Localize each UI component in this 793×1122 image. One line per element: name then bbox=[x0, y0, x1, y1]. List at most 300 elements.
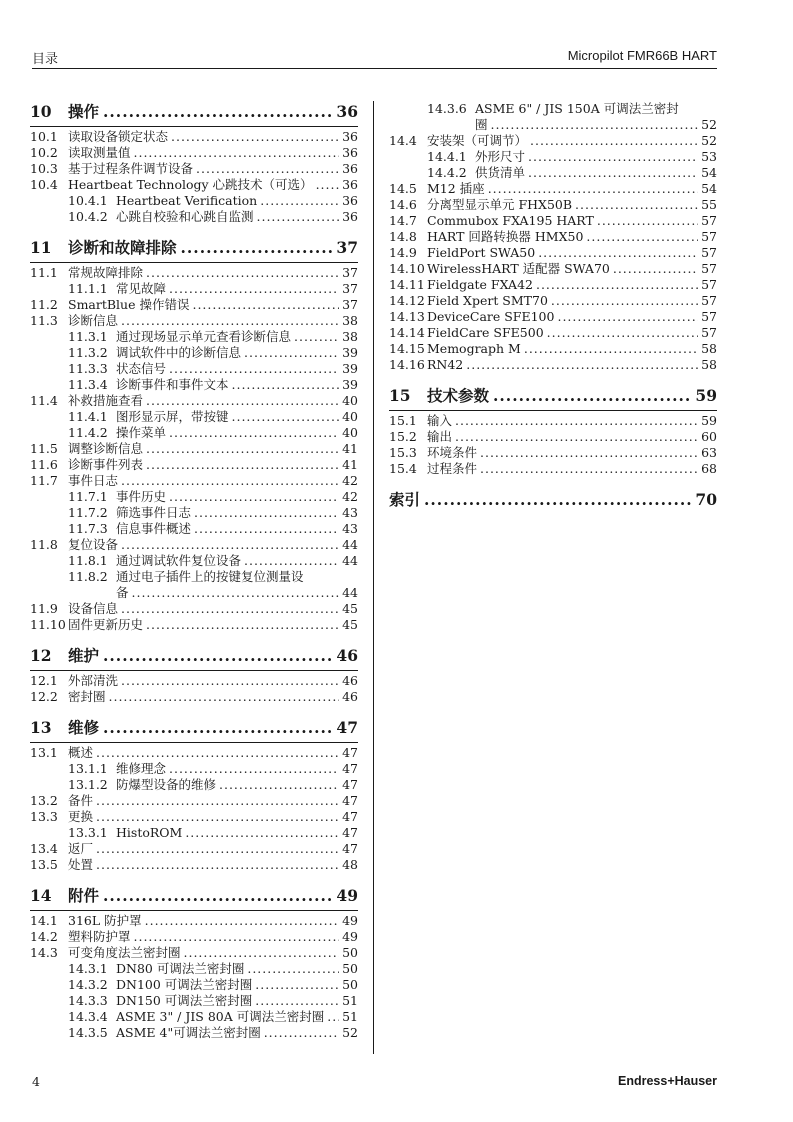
dot-leader bbox=[194, 521, 339, 537]
toc-subsection[interactable] bbox=[30, 361, 358, 377]
section-number: 12.1 bbox=[30, 673, 58, 688]
subsection-number: 11.4.2 bbox=[68, 425, 108, 440]
page-ref: 47 bbox=[342, 841, 358, 856]
page-ref: 51 bbox=[342, 1009, 358, 1024]
toc-section[interactable] bbox=[30, 473, 358, 489]
toc-subsection[interactable] bbox=[30, 569, 358, 601]
subsection-number: 11.7.3 bbox=[68, 521, 108, 536]
dot-leader bbox=[96, 841, 339, 857]
dot-leader bbox=[121, 601, 339, 617]
toc-section[interactable] bbox=[389, 461, 717, 477]
dot-leader bbox=[169, 425, 339, 441]
page-ref: 57 bbox=[701, 213, 717, 228]
dot-leader bbox=[524, 341, 698, 357]
section-title: 概述 bbox=[68, 745, 94, 760]
subsection-title: 调试软件中的诊断信息 bbox=[116, 345, 242, 360]
toc-left-column bbox=[30, 101, 358, 1041]
page-ref: 40 bbox=[342, 425, 358, 440]
chapter-number: 13 bbox=[30, 718, 52, 737]
subsection-number: 14.3.2 bbox=[68, 977, 108, 992]
dot-leader bbox=[184, 945, 340, 961]
page-ref: 60 bbox=[701, 429, 717, 444]
page-ref: 44 bbox=[342, 553, 358, 568]
page-ref: 43 bbox=[342, 521, 358, 536]
section-number: 14.9 bbox=[389, 245, 417, 260]
toc-subsection[interactable] bbox=[30, 553, 358, 569]
section-number: 13.5 bbox=[30, 857, 58, 872]
subsection-number: 14.3.1 bbox=[68, 961, 108, 976]
dot-leader bbox=[146, 265, 339, 281]
toc-section[interactable] bbox=[30, 673, 358, 689]
toc-section[interactable] bbox=[30, 793, 358, 809]
page-ref: 47 bbox=[342, 777, 358, 792]
dot-leader bbox=[538, 245, 698, 261]
subsection-title: 防爆型设备的维修 bbox=[116, 777, 217, 792]
chapter-title: 操作 bbox=[68, 102, 100, 121]
page-ref: 37 bbox=[342, 265, 358, 280]
toc-subsection[interactable] bbox=[30, 193, 358, 209]
dot-leader bbox=[613, 261, 698, 277]
subsection-number: 11.3.4 bbox=[68, 377, 108, 392]
section-title: FieldPort SWA50 bbox=[427, 245, 536, 260]
page-ref: 57 bbox=[701, 325, 717, 340]
dot-leader bbox=[169, 281, 339, 297]
toc-subsection[interactable] bbox=[389, 101, 717, 133]
page-ref: 47 bbox=[342, 745, 358, 760]
page-ref: 48 bbox=[342, 857, 358, 872]
subsection-number: 11.8.1 bbox=[68, 553, 108, 568]
subsection-title: ASME 6" / JIS 150A 可调法兰密封 bbox=[475, 101, 679, 116]
page-ref: 47 bbox=[342, 761, 358, 776]
page-ref: 59 bbox=[701, 413, 717, 428]
toc-section[interactable] bbox=[30, 297, 358, 313]
page-ref: 57 bbox=[701, 309, 717, 324]
dot-leader bbox=[493, 385, 691, 407]
page-ref: 53 bbox=[701, 149, 717, 164]
chapter-title: 维修 bbox=[68, 718, 100, 737]
toc-section[interactable] bbox=[389, 261, 717, 277]
section-title: 调整诊断信息 bbox=[68, 441, 144, 456]
section-number: 14.15 bbox=[389, 341, 425, 356]
section-title: Commubox FXA195 HART bbox=[427, 213, 594, 228]
section-number: 12.2 bbox=[30, 689, 58, 704]
dot-leader bbox=[196, 161, 339, 177]
page-ref: 49 bbox=[336, 886, 358, 905]
page-header bbox=[32, 48, 717, 69]
section-number: 15.2 bbox=[389, 429, 417, 444]
subsection-title: DN100 可调法兰密封圈 bbox=[116, 977, 253, 992]
toc-subsection[interactable] bbox=[30, 1025, 358, 1041]
toc-subsection[interactable] bbox=[30, 977, 358, 993]
dot-leader bbox=[294, 329, 339, 345]
dot-leader bbox=[528, 165, 698, 181]
dot-leader bbox=[146, 457, 339, 473]
toc-section[interactable] bbox=[30, 161, 358, 177]
section-title: 过程条件 bbox=[427, 461, 478, 476]
dot-leader bbox=[255, 977, 339, 993]
dot-leader bbox=[547, 325, 698, 341]
dot-leader bbox=[134, 929, 340, 945]
dot-leader bbox=[244, 345, 339, 361]
subsection-title-cont: 备 bbox=[116, 585, 129, 600]
dot-leader bbox=[132, 585, 340, 601]
toc-section[interactable] bbox=[389, 133, 717, 149]
dot-leader bbox=[171, 129, 339, 145]
toc-section[interactable] bbox=[389, 197, 717, 213]
section-number: 11.2 bbox=[30, 297, 58, 312]
page-ref: 36 bbox=[342, 177, 358, 192]
toc-section[interactable] bbox=[30, 857, 358, 873]
toc-section[interactable] bbox=[30, 929, 358, 945]
section-number: 14.8 bbox=[389, 229, 417, 244]
subsection-number: 14.4.1 bbox=[427, 149, 467, 164]
subsection-number: 11.3.1 bbox=[68, 329, 108, 344]
toc-subsection[interactable] bbox=[30, 209, 358, 225]
section-number: 11.6 bbox=[30, 457, 58, 472]
subsection-title-cont: 圈 bbox=[475, 117, 488, 132]
page-ref: 52 bbox=[701, 133, 717, 148]
dot-leader bbox=[169, 489, 339, 505]
dot-leader bbox=[557, 309, 698, 325]
page-ref: 47 bbox=[342, 825, 358, 840]
dot-leader bbox=[244, 553, 339, 569]
section-number: 10.2 bbox=[30, 145, 58, 160]
subsection-title: 常见故障 bbox=[116, 281, 167, 296]
toc-subsection[interactable] bbox=[30, 329, 358, 345]
subsection-number: 11.4.1 bbox=[68, 409, 108, 424]
dot-leader bbox=[96, 809, 339, 825]
section-number: 11.4 bbox=[30, 393, 58, 408]
chapter-title: 附件 bbox=[68, 886, 100, 905]
dot-leader bbox=[491, 117, 699, 133]
subsection-title: 通过电子插件上的按键复位测量设 bbox=[116, 569, 304, 584]
toc-subsection[interactable] bbox=[389, 149, 717, 165]
page-ref: 50 bbox=[342, 977, 358, 992]
subsection-title: Heartbeat Verification bbox=[116, 193, 258, 208]
chapter-rule bbox=[30, 910, 358, 911]
page-ref: 44 bbox=[342, 585, 358, 600]
toc-section[interactable] bbox=[30, 601, 358, 617]
dot-leader bbox=[96, 793, 339, 809]
toc-subsection[interactable] bbox=[30, 521, 358, 537]
section-number: 11.8 bbox=[30, 537, 58, 552]
page-ref: 39 bbox=[342, 361, 358, 376]
section-number: 14.1 bbox=[30, 913, 58, 928]
page-ref: 47 bbox=[342, 793, 358, 808]
toc-section[interactable] bbox=[30, 177, 358, 193]
page-ref: 58 bbox=[701, 341, 717, 356]
page-ref: 36 bbox=[342, 161, 358, 176]
toc-subsection[interactable] bbox=[30, 505, 358, 521]
page-ref: 50 bbox=[342, 961, 358, 976]
toc-section[interactable] bbox=[389, 229, 717, 245]
section-number: 14.4 bbox=[389, 133, 417, 148]
toc-subsection[interactable] bbox=[30, 825, 358, 841]
page-ref: 41 bbox=[342, 441, 358, 456]
section-title: 可变角度法兰密封圈 bbox=[68, 945, 181, 960]
page-ref: 36 bbox=[342, 193, 358, 208]
toc-section[interactable] bbox=[389, 413, 717, 429]
page-ref: 37 bbox=[336, 238, 358, 257]
header-section-label: 目录 bbox=[32, 51, 59, 66]
toc-subsection[interactable] bbox=[30, 281, 358, 297]
section-title: HART 回路转换器 HMX50 bbox=[427, 229, 584, 244]
section-title: M12 插座 bbox=[427, 181, 485, 196]
dot-leader bbox=[255, 993, 339, 1009]
toc-section[interactable] bbox=[389, 293, 717, 309]
dot-leader bbox=[103, 717, 332, 739]
dot-leader bbox=[260, 193, 339, 209]
dot-leader bbox=[192, 297, 339, 313]
dot-leader bbox=[145, 913, 339, 929]
toc-chapter[interactable] bbox=[30, 645, 358, 667]
section-title: 补救措施查看 bbox=[68, 393, 144, 408]
section-title: DeviceCare SFE100 bbox=[427, 309, 555, 324]
page-ref: 50 bbox=[342, 945, 358, 960]
footer-page-number: 4 bbox=[32, 1074, 40, 1089]
toc-subsection[interactable] bbox=[389, 165, 717, 181]
subsection-title: 通过现场显示单元查看诊断信息 bbox=[116, 329, 292, 344]
toc-subsection[interactable] bbox=[30, 377, 358, 393]
subsection-title: DN150 可调法兰密封圈 bbox=[116, 993, 253, 1008]
toc-section[interactable] bbox=[30, 129, 358, 145]
dot-leader bbox=[480, 445, 698, 461]
chapter-rule bbox=[30, 262, 358, 263]
section-title: Memograph M bbox=[427, 341, 521, 356]
section-title: 设备信息 bbox=[68, 601, 119, 616]
toc-subsection[interactable] bbox=[30, 761, 358, 777]
page-ref: 54 bbox=[701, 181, 717, 196]
page-ref: 52 bbox=[701, 117, 717, 132]
section-title: 常规故障排除 bbox=[68, 265, 144, 280]
toc-subsection[interactable] bbox=[30, 409, 358, 425]
toc-subsection[interactable] bbox=[30, 1009, 358, 1025]
chapter-title: 维护 bbox=[68, 646, 100, 665]
dot-leader bbox=[109, 689, 340, 705]
section-number: 15.1 bbox=[389, 413, 417, 428]
toc-section[interactable] bbox=[30, 265, 358, 281]
toc-chapter[interactable] bbox=[30, 101, 358, 123]
dot-leader bbox=[536, 277, 698, 293]
page-ref: 45 bbox=[342, 617, 358, 632]
chapter-rule bbox=[389, 410, 717, 411]
dot-leader bbox=[327, 1009, 339, 1025]
toc-index-entry[interactable] bbox=[389, 489, 717, 511]
toc-section[interactable] bbox=[30, 913, 358, 929]
toc-section[interactable] bbox=[389, 445, 717, 461]
header-product-name: Micropilot FMR66B HART bbox=[567, 48, 717, 63]
page-ref: 36 bbox=[342, 209, 358, 224]
toc-section[interactable] bbox=[30, 745, 358, 761]
toc-section[interactable] bbox=[30, 841, 358, 857]
page-ref: 51 bbox=[342, 993, 358, 1008]
chapter-number: 12 bbox=[30, 646, 52, 665]
dot-leader bbox=[232, 409, 340, 425]
toc-subsection[interactable] bbox=[30, 777, 358, 793]
toc-section[interactable] bbox=[389, 245, 717, 261]
page-ref: 55 bbox=[701, 197, 717, 212]
section-title: 处置 bbox=[68, 857, 94, 872]
page-ref: 40 bbox=[342, 409, 358, 424]
toc-chapter[interactable] bbox=[30, 717, 358, 739]
chapter-title: 索引 bbox=[389, 490, 421, 509]
subsection-title: 信息事件概述 bbox=[116, 521, 192, 536]
page-ref: 47 bbox=[342, 809, 358, 824]
page-ref: 57 bbox=[701, 245, 717, 260]
toc-subsection[interactable] bbox=[30, 425, 358, 441]
dot-leader bbox=[530, 133, 698, 149]
page-ref: 63 bbox=[701, 445, 717, 460]
dot-leader bbox=[586, 229, 698, 245]
toc-section[interactable] bbox=[389, 309, 717, 325]
chapter-title: 诊断和故障排除 bbox=[68, 238, 177, 257]
page-ref: 40 bbox=[342, 393, 358, 408]
chapter-title: 技术参数 bbox=[427, 386, 490, 405]
toc-subsection[interactable] bbox=[30, 993, 358, 1009]
toc-section[interactable] bbox=[30, 537, 358, 553]
page-ref: 45 bbox=[342, 601, 358, 616]
subsection-title: 维修理念 bbox=[116, 761, 167, 776]
section-title: 更换 bbox=[68, 809, 94, 824]
subsection-number: 11.3.2 bbox=[68, 345, 108, 360]
dot-leader bbox=[121, 313, 339, 329]
section-number: 10.3 bbox=[30, 161, 58, 176]
page-ref: 42 bbox=[342, 489, 358, 504]
subsection-title: HistoROM bbox=[116, 825, 183, 840]
page-ref: 59 bbox=[695, 386, 717, 405]
section-number: 10.4 bbox=[30, 177, 58, 192]
toc-section[interactable] bbox=[30, 441, 358, 457]
dot-leader bbox=[424, 489, 691, 511]
toc-chapter[interactable] bbox=[389, 385, 717, 407]
page-ref: 49 bbox=[342, 913, 358, 928]
section-title: 固件更新历史 bbox=[68, 617, 144, 632]
dot-leader bbox=[96, 745, 339, 761]
section-number: 11.10 bbox=[30, 617, 66, 632]
toc-section[interactable] bbox=[389, 213, 717, 229]
toc-section[interactable] bbox=[30, 457, 358, 473]
toc-subsection[interactable] bbox=[30, 489, 358, 505]
toc-chapter[interactable] bbox=[30, 237, 358, 259]
dot-leader bbox=[134, 145, 340, 161]
page-ref: 46 bbox=[342, 673, 358, 688]
subsection-number: 11.1.1 bbox=[68, 281, 108, 296]
toc-chapter[interactable] bbox=[30, 885, 358, 907]
toc-section[interactable] bbox=[389, 277, 717, 293]
page-ref: 41 bbox=[342, 457, 358, 472]
toc-section[interactable] bbox=[30, 617, 358, 633]
section-number: 15.3 bbox=[389, 445, 417, 460]
dot-leader bbox=[103, 645, 332, 667]
section-number: 11.3 bbox=[30, 313, 58, 328]
section-title: 诊断事件列表 bbox=[68, 457, 144, 472]
section-number: 14.12 bbox=[389, 293, 425, 308]
toc-section[interactable] bbox=[30, 145, 358, 161]
dot-leader bbox=[455, 413, 698, 429]
section-title: 复位设备 bbox=[68, 537, 119, 552]
toc-section[interactable] bbox=[30, 689, 358, 705]
toc-section[interactable] bbox=[389, 325, 717, 341]
subsection-title: ASME 4"可调法兰密封圈 bbox=[116, 1025, 261, 1040]
column-divider bbox=[373, 101, 374, 1054]
section-number: 14.14 bbox=[389, 325, 425, 340]
section-number: 13.2 bbox=[30, 793, 58, 808]
dot-leader bbox=[264, 1025, 339, 1041]
page-ref: 44 bbox=[342, 537, 358, 552]
section-number: 14.16 bbox=[389, 357, 425, 372]
subsection-title: DN80 可调法兰密封圈 bbox=[116, 961, 245, 976]
toc-right-column bbox=[389, 101, 717, 511]
toc-section[interactable] bbox=[389, 357, 717, 373]
subsection-title: 外形尺寸 bbox=[475, 149, 526, 164]
chapter-rule bbox=[30, 670, 358, 671]
toc-section[interactable] bbox=[389, 429, 717, 445]
dot-leader bbox=[466, 357, 698, 373]
toc-subsection[interactable] bbox=[30, 345, 358, 361]
page-ref: 52 bbox=[342, 1025, 358, 1040]
page-ref: 39 bbox=[342, 345, 358, 360]
dot-leader bbox=[597, 213, 698, 229]
subsection-title: 操作菜单 bbox=[116, 425, 167, 440]
toc-subsection[interactable] bbox=[30, 961, 358, 977]
dot-leader bbox=[121, 673, 339, 689]
dot-leader bbox=[219, 777, 339, 793]
dot-leader bbox=[316, 177, 340, 193]
subsection-number: 11.7.2 bbox=[68, 505, 108, 520]
subsection-number: 14.3.6 bbox=[427, 101, 467, 116]
footer-brand: Endress+Hauser bbox=[617, 1074, 717, 1088]
toc-section[interactable] bbox=[30, 393, 358, 409]
section-number: 13.1 bbox=[30, 745, 58, 760]
section-number: 14.13 bbox=[389, 309, 425, 324]
section-number: 11.5 bbox=[30, 441, 58, 456]
subsection-title: 诊断事件和事件文本 bbox=[116, 377, 229, 392]
page-ref: 46 bbox=[342, 689, 358, 704]
section-title: 外部清洗 bbox=[68, 673, 119, 688]
section-number: 10.1 bbox=[30, 129, 58, 144]
section-number: 13.3 bbox=[30, 809, 58, 824]
dot-leader bbox=[247, 961, 339, 977]
section-title: SmartBlue 操作错误 bbox=[68, 297, 190, 312]
section-title: FieldCare SFE500 bbox=[427, 325, 544, 340]
toc-section[interactable] bbox=[389, 181, 717, 197]
dot-leader bbox=[121, 473, 339, 489]
chapter-rule bbox=[30, 126, 358, 127]
dot-leader bbox=[146, 441, 339, 457]
section-number: 11.1 bbox=[30, 265, 58, 280]
section-title: Fieldgate FXA42 bbox=[427, 277, 533, 292]
page-ref: 43 bbox=[342, 505, 358, 520]
toc-section[interactable] bbox=[389, 341, 717, 357]
page-ref: 49 bbox=[342, 929, 358, 944]
section-number: 14.7 bbox=[389, 213, 417, 228]
subsection-number: 14.3.3 bbox=[68, 993, 108, 1008]
dot-leader bbox=[181, 237, 333, 259]
section-title: 塑料防护罩 bbox=[68, 929, 131, 944]
toc-section[interactable] bbox=[30, 945, 358, 961]
section-title: 读取设备锁定状态 bbox=[68, 129, 169, 144]
toc-section[interactable] bbox=[30, 809, 358, 825]
section-title: 输出 bbox=[427, 429, 453, 444]
chapter-number: 15 bbox=[389, 386, 411, 405]
toc-section[interactable] bbox=[30, 313, 358, 329]
section-number: 14.6 bbox=[389, 197, 417, 212]
section-title: 输入 bbox=[427, 413, 453, 428]
section-title: 返厂 bbox=[68, 841, 94, 856]
page-ref: 58 bbox=[701, 357, 717, 372]
dot-leader bbox=[146, 617, 339, 633]
page-ref: 57 bbox=[701, 229, 717, 244]
